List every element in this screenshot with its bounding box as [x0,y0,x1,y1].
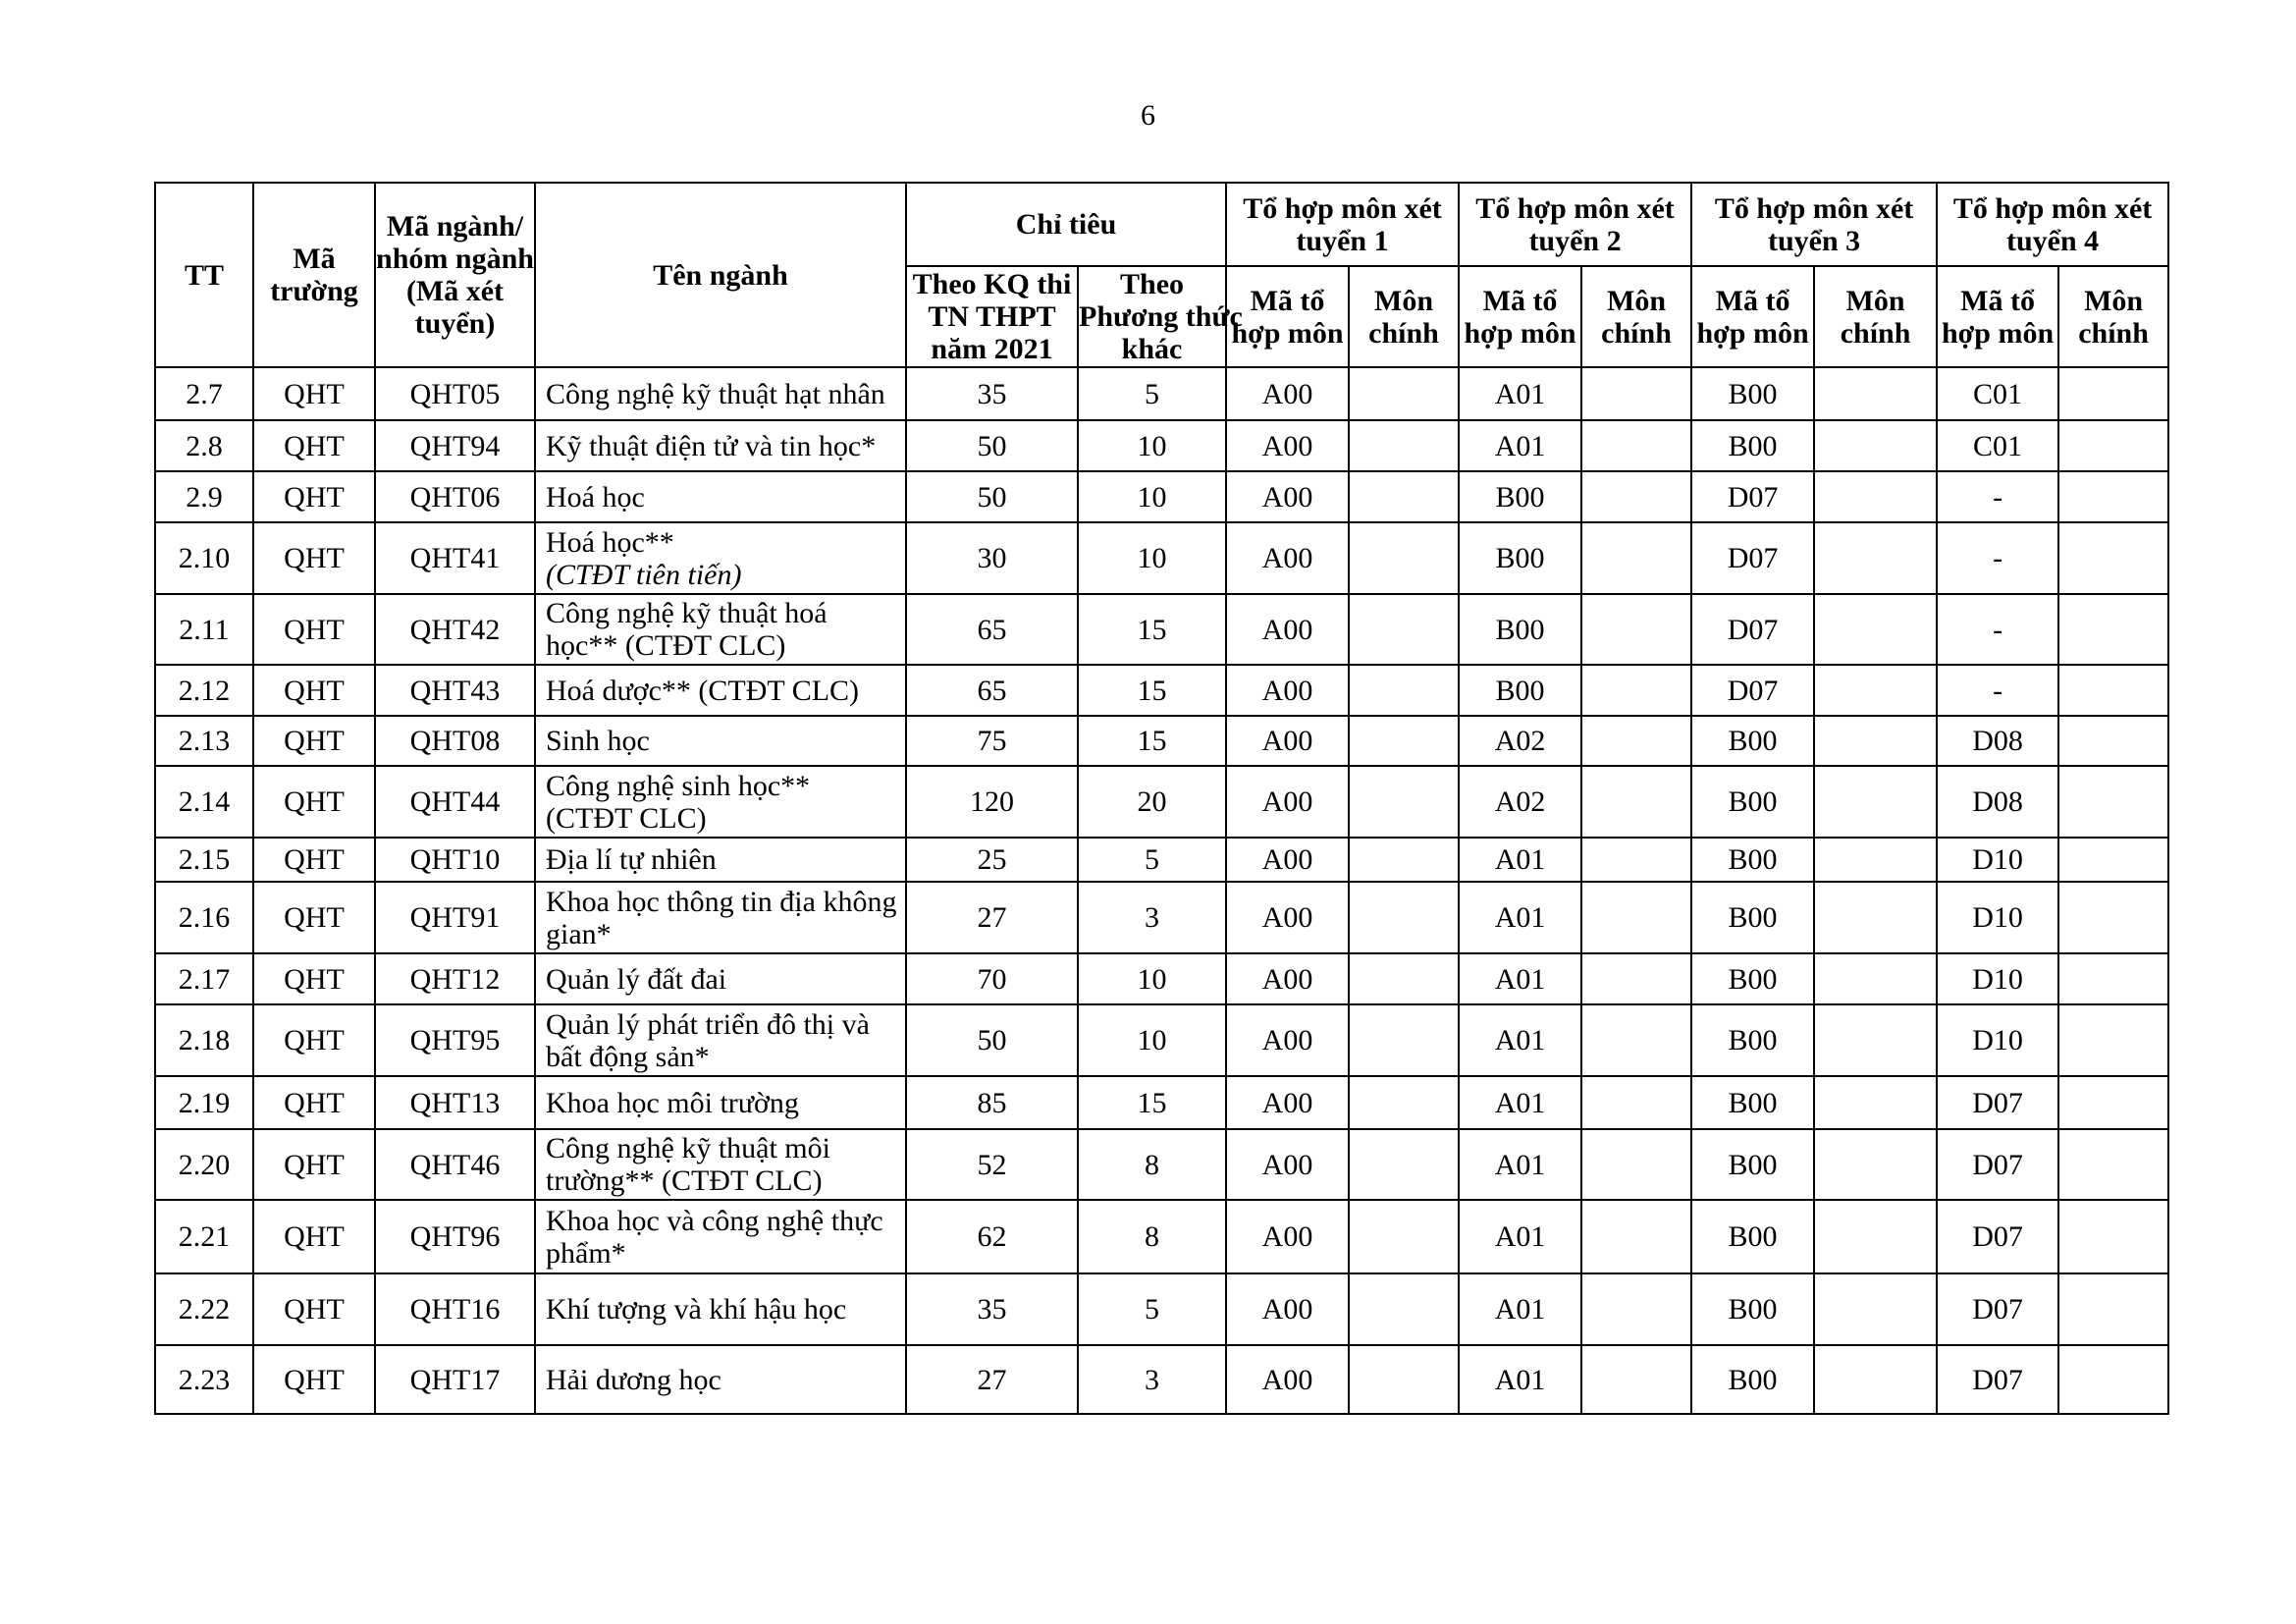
cell-chi-tieu-kq-thi: 35 [906,1273,1078,1345]
cell-ma-to-hop-2: A01 [1459,1004,1581,1076]
table-header [155,183,2168,367]
cell-tt: 2.11 [155,594,253,665]
table-row [155,1004,2168,1076]
table-row [155,1273,2168,1345]
cell-chi-tieu-khac: 8 [1078,1129,1226,1200]
table-body [155,367,2168,1414]
cell-ma-to-hop-4: D08 [1937,716,2058,766]
ten-nganh-text: Công nghệ sinh học** (CTĐT CLC) [546,769,811,835]
cell-ma-nganh: QHT17 [375,1345,535,1414]
cell-mon-chinh-1 [1349,367,1459,420]
cell-mon-chinh-2 [1581,367,1691,420]
cell-ma-to-hop-2: B00 [1459,665,1581,716]
cell-mon-chinh-3 [1814,522,1937,594]
cell-chi-tieu-khac: 3 [1078,882,1226,953]
cell-ten-nganh [535,367,906,420]
cell-chi-tieu-khac: 10 [1078,471,1226,522]
table-row [155,716,2168,766]
cell-chi-tieu-khac: 5 [1078,838,1226,882]
header-mon-chinh-3: Môn chính [1814,266,1937,367]
cell-ma-truong: QHT [253,1345,375,1414]
ten-nganh-text: Công nghệ kỹ thuật hạt nhân [546,377,885,410]
header-tt: TT [155,183,253,367]
cell-ma-to-hop-3: D07 [1691,522,1814,594]
table-row [155,838,2168,882]
cell-ma-to-hop-4: D07 [1937,1129,2058,1200]
cell-ma-nganh: QHT43 [375,665,535,716]
table-row [155,1129,2168,1200]
cell-ten-nganh [535,522,906,594]
cell-ten-nganh [535,1129,906,1200]
cell-mon-chinh-2 [1581,594,1691,665]
cell-mon-chinh-4 [2058,1273,2168,1345]
cell-ma-truong: QHT [253,1200,375,1273]
cell-ma-truong: QHT [253,838,375,882]
cell-ma-to-hop-2: A01 [1459,1345,1581,1414]
cell-chi-tieu-kq-thi: 75 [906,716,1078,766]
cell-ma-to-hop-2: A01 [1459,420,1581,471]
header-theo-kq-thi: Theo KQ thi TN THPT năm 2021 [906,266,1078,367]
cell-mon-chinh-1 [1349,420,1459,471]
cell-ten-nganh [535,471,906,522]
cell-mon-chinh-2 [1581,1200,1691,1273]
cell-chi-tieu-kq-thi: 50 [906,1004,1078,1076]
cell-ma-to-hop-3: B00 [1691,1200,1814,1273]
cell-mon-chinh-1 [1349,1345,1459,1414]
cell-mon-chinh-3 [1814,1004,1937,1076]
cell-mon-chinh-2 [1581,1129,1691,1200]
cell-ma-to-hop-4: D10 [1937,953,2058,1004]
header-ma-to-hop-2: Mã tổ hợp môn [1459,266,1581,367]
cell-chi-tieu-khac: 10 [1078,522,1226,594]
table-row [155,471,2168,522]
cell-ma-to-hop-4: D07 [1937,1076,2058,1129]
cell-ten-nganh [535,716,906,766]
cell-tt: 2.17 [155,953,253,1004]
cell-tt: 2.14 [155,766,253,838]
cell-ma-to-hop-1: A00 [1226,838,1349,882]
cell-mon-chinh-4 [2058,420,2168,471]
cell-mon-chinh-1 [1349,471,1459,522]
cell-ma-to-hop-1: A00 [1226,522,1349,594]
cell-chi-tieu-khac: 20 [1078,766,1226,838]
cell-ma-nganh: QHT91 [375,882,535,953]
cell-ma-truong: QHT [253,665,375,716]
cell-chi-tieu-khac: 10 [1078,953,1226,1004]
cell-ma-to-hop-4: D10 [1937,838,2058,882]
cell-ma-to-hop-4: C01 [1937,420,2058,471]
cell-ma-nganh: QHT13 [375,1076,535,1129]
cell-mon-chinh-4 [2058,766,2168,838]
cell-ma-nganh: QHT05 [375,367,535,420]
cell-chi-tieu-kq-thi: 25 [906,838,1078,882]
cell-ma-truong: QHT [253,420,375,471]
cell-ten-nganh [535,766,906,838]
cell-mon-chinh-3 [1814,882,1937,953]
page-number: 6 [1141,99,1155,132]
cell-tt: 2.16 [155,882,253,953]
cell-ma-to-hop-2: B00 [1459,522,1581,594]
cell-ma-to-hop-1: A00 [1226,1273,1349,1345]
cell-ma-to-hop-1: A00 [1226,665,1349,716]
cell-ma-nganh: QHT42 [375,594,535,665]
cell-chi-tieu-khac: 15 [1078,594,1226,665]
cell-tt: 2.18 [155,1004,253,1076]
cell-mon-chinh-4 [2058,471,2168,522]
ten-nganh-text: Khoa học môi trường [546,1086,799,1119]
cell-ma-to-hop-1: A00 [1226,1129,1349,1200]
cell-ma-to-hop-3: B00 [1691,367,1814,420]
cell-tt: 2.21 [155,1200,253,1273]
cell-chi-tieu-kq-thi: 50 [906,420,1078,471]
cell-mon-chinh-1 [1349,766,1459,838]
cell-mon-chinh-2 [1581,1273,1691,1345]
cell-ma-to-hop-4: - [1937,471,2058,522]
cell-mon-chinh-2 [1581,471,1691,522]
cell-tt: 2.23 [155,1345,253,1414]
cell-mon-chinh-3 [1814,665,1937,716]
cell-mon-chinh-2 [1581,766,1691,838]
cell-tt: 2.10 [155,522,253,594]
cell-ma-to-hop-3: B00 [1691,420,1814,471]
cell-ma-to-hop-4: D10 [1937,1004,2058,1076]
cell-mon-chinh-4 [2058,1345,2168,1414]
cell-mon-chinh-2 [1581,522,1691,594]
ten-nganh-text: Quản lý phát triển đô thị và bất động sản* [546,1007,870,1073]
cell-ma-to-hop-4: C01 [1937,367,2058,420]
cell-mon-chinh-2 [1581,716,1691,766]
ten-nganh-text: Kỹ thuật điện tử và tin học* [546,429,877,462]
cell-ma-to-hop-4: - [1937,522,2058,594]
cell-ma-nganh: QHT41 [375,522,535,594]
cell-tt: 2.13 [155,716,253,766]
cell-ma-to-hop-3: B00 [1691,1129,1814,1200]
header-to-hop-2: Tổ hợp môn xét tuyển 2 [1459,183,1691,266]
header-to-hop-3: Tổ hợp môn xét tuyển 3 [1691,183,1937,266]
cell-ten-nganh [535,1345,906,1414]
cell-ma-to-hop-1: A00 [1226,882,1349,953]
cell-ma-truong: QHT [253,522,375,594]
cell-chi-tieu-khac: 10 [1078,1004,1226,1076]
cell-mon-chinh-2 [1581,1345,1691,1414]
cell-ma-nganh: QHT08 [375,716,535,766]
cell-chi-tieu-khac: 10 [1078,420,1226,471]
ten-nganh-text: Khoa học và công nghệ thực phẩm* [546,1204,883,1270]
cell-ma-to-hop-3: B00 [1691,953,1814,1004]
cell-ma-truong: QHT [253,1129,375,1200]
cell-chi-tieu-kq-thi: 30 [906,522,1078,594]
cell-ma-to-hop-2: A02 [1459,716,1581,766]
cell-mon-chinh-1 [1349,882,1459,953]
cell-mon-chinh-4 [2058,1200,2168,1273]
cell-ma-nganh: QHT94 [375,420,535,471]
cell-chi-tieu-kq-thi: 27 [906,1345,1078,1414]
cell-ma-to-hop-1: A00 [1226,594,1349,665]
cell-chi-tieu-khac: 15 [1078,665,1226,716]
cell-ma-nganh: QHT44 [375,766,535,838]
cell-mon-chinh-1 [1349,1004,1459,1076]
cell-ten-nganh [535,1200,906,1273]
cell-ma-to-hop-1: A00 [1226,1076,1349,1129]
cell-tt: 2.9 [155,471,253,522]
cell-mon-chinh-4 [2058,1004,2168,1076]
header-ma-to-hop-1: Mã tổ hợp môn [1226,266,1349,367]
header-mon-chinh-4: Môn chính [2058,266,2168,367]
cell-ma-to-hop-4: - [1937,594,2058,665]
cell-mon-chinh-3 [1814,1129,1937,1200]
header-row-1 [155,183,2168,266]
cell-ten-nganh [535,882,906,953]
ten-nganh-text: Sinh học [546,725,650,757]
cell-chi-tieu-kq-thi: 50 [906,471,1078,522]
ten-nganh-text: Khí tượng và khí hậu học [546,1293,847,1326]
cell-mon-chinh-3 [1814,594,1937,665]
cell-mon-chinh-3 [1814,953,1937,1004]
cell-mon-chinh-1 [1349,522,1459,594]
cell-ten-nganh [535,838,906,882]
cell-ten-nganh [535,1273,906,1345]
cell-ma-to-hop-2: A01 [1459,953,1581,1004]
cell-ma-to-hop-2: A01 [1459,838,1581,882]
ten-nganh-text: Địa lí tự nhiên [546,843,717,876]
cell-ten-nganh [535,1076,906,1129]
cell-chi-tieu-kq-thi: 62 [906,1200,1078,1273]
ten-nganh-text: Quản lý đất đai [546,962,727,996]
cell-mon-chinh-4 [2058,882,2168,953]
cell-ma-nganh: QHT12 [375,953,535,1004]
cell-ten-nganh [535,1004,906,1076]
cell-mon-chinh-4 [2058,665,2168,716]
cell-ten-nganh [535,953,906,1004]
cell-ma-truong: QHT [253,1004,375,1076]
cell-ma-to-hop-2: A01 [1459,1200,1581,1273]
cell-chi-tieu-khac: 8 [1078,1200,1226,1273]
cell-ma-nganh: QHT96 [375,1200,535,1273]
cell-ma-nganh: QHT16 [375,1273,535,1345]
header-chi-tieu: Chỉ tiêu [906,183,1226,266]
ten-nganh-text: Hải dương học [546,1363,721,1396]
cell-ma-to-hop-4: D10 [1937,882,2058,953]
cell-ma-to-hop-2: A01 [1459,1076,1581,1129]
cell-ma-to-hop-3: B00 [1691,716,1814,766]
table-row [155,1345,2168,1414]
cell-chi-tieu-khac: 15 [1078,716,1226,766]
cell-ma-to-hop-4: D07 [1937,1273,2058,1345]
cell-ma-to-hop-1: A00 [1226,1200,1349,1273]
cell-ma-truong: QHT [253,367,375,420]
cell-chi-tieu-khac: 15 [1078,1076,1226,1129]
cell-ma-to-hop-3: B00 [1691,1004,1814,1076]
ten-nganh-text: Hoá học** [546,525,674,559]
cell-mon-chinh-4 [2058,522,2168,594]
cell-mon-chinh-2 [1581,838,1691,882]
cell-ma-to-hop-1: A00 [1226,367,1349,420]
cell-mon-chinh-1 [1349,594,1459,665]
cell-mon-chinh-1 [1349,1129,1459,1200]
cell-mon-chinh-4 [2058,716,2168,766]
cell-ma-to-hop-2: A01 [1459,367,1581,420]
ten-nganh-text: Hoá học [546,480,645,514]
header-to-hop-1: Tổ hợp môn xét tuyển 1 [1226,183,1459,266]
header-ma-truong: Mã trường [253,183,375,367]
cell-ma-to-hop-4: D07 [1937,1200,2058,1273]
cell-ten-nganh [535,594,906,665]
table-row [155,367,2168,420]
cell-chi-tieu-kq-thi: 52 [906,1129,1078,1200]
cell-mon-chinh-1 [1349,838,1459,882]
cell-mon-chinh-3 [1814,367,1937,420]
cell-mon-chinh-1 [1349,716,1459,766]
cell-ma-to-hop-3: D07 [1691,665,1814,716]
cell-ma-nganh: QHT95 [375,1004,535,1076]
cell-mon-chinh-4 [2058,838,2168,882]
cell-ma-to-hop-3: B00 [1691,838,1814,882]
cell-ma-truong: QHT [253,1076,375,1129]
cell-mon-chinh-2 [1581,882,1691,953]
ten-nganh-text: Công nghệ kỹ thuật hoá học** (CTĐT CLC) [546,597,828,662]
cell-ma-to-hop-1: A00 [1226,420,1349,471]
cell-ma-to-hop-2: B00 [1459,471,1581,522]
cell-mon-chinh-4 [2058,1076,2168,1129]
ten-nganh-note: (CTĐT tiên tiến) [546,558,742,591]
cell-tt: 2.7 [155,367,253,420]
cell-ma-truong: QHT [253,594,375,665]
cell-ma-to-hop-1: A00 [1226,471,1349,522]
cell-mon-chinh-2 [1581,1004,1691,1076]
cell-mon-chinh-3 [1814,420,1937,471]
table-row [155,522,2168,594]
cell-mon-chinh-2 [1581,420,1691,471]
cell-ma-to-hop-3: B00 [1691,1076,1814,1129]
table-row [155,665,2168,716]
table-row [155,1076,2168,1129]
cell-ten-nganh [535,665,906,716]
cell-ma-nganh: QHT10 [375,838,535,882]
ten-nganh-text: Khoa học thông tin địa không gian* [546,885,897,950]
cell-ma-to-hop-2: A01 [1459,1129,1581,1200]
cell-tt: 2.22 [155,1273,253,1345]
cell-ma-to-hop-1: A00 [1226,716,1349,766]
cell-ma-truong: QHT [253,1273,375,1345]
cell-mon-chinh-1 [1349,1273,1459,1345]
cell-chi-tieu-kq-thi: 120 [906,766,1078,838]
cell-chi-tieu-khac: 5 [1078,1273,1226,1345]
cell-ma-to-hop-3: B00 [1691,882,1814,953]
cell-mon-chinh-4 [2058,953,2168,1004]
cell-ma-to-hop-1: A00 [1226,1345,1349,1414]
cell-mon-chinh-1 [1349,1076,1459,1129]
cell-chi-tieu-kq-thi: 65 [906,594,1078,665]
cell-mon-chinh-3 [1814,1345,1937,1414]
cell-ma-truong: QHT [253,766,375,838]
cell-mon-chinh-2 [1581,1076,1691,1129]
cell-ma-nganh: QHT06 [375,471,535,522]
cell-mon-chinh-4 [2058,1129,2168,1200]
cell-mon-chinh-3 [1814,716,1937,766]
cell-tt: 2.8 [155,420,253,471]
cell-ma-to-hop-1: A00 [1226,1004,1349,1076]
cell-ma-truong: QHT [253,471,375,522]
cell-mon-chinh-3 [1814,1200,1937,1273]
cell-mon-chinh-1 [1349,665,1459,716]
cell-chi-tieu-khac: 5 [1078,367,1226,420]
cell-mon-chinh-3 [1814,471,1937,522]
cell-ma-to-hop-3: D07 [1691,594,1814,665]
cell-ma-to-hop-3: B00 [1691,766,1814,838]
cell-mon-chinh-4 [2058,594,2168,665]
header-mon-chinh-1: Môn chính [1349,266,1459,367]
cell-chi-tieu-kq-thi: 65 [906,665,1078,716]
header-ma-nganh: Mã ngành/ nhóm ngành (Mã xét tuyển) [375,183,535,367]
table-row [155,594,2168,665]
cell-ma-to-hop-2: B00 [1459,594,1581,665]
header-ma-to-hop-4: Mã tổ hợp môn [1937,266,2058,367]
cell-mon-chinh-3 [1814,838,1937,882]
table-row [155,953,2168,1004]
cell-ma-truong: QHT [253,882,375,953]
cell-tt: 2.15 [155,838,253,882]
cell-ma-to-hop-2: A01 [1459,1273,1581,1345]
cell-tt: 2.19 [155,1076,253,1129]
cell-ma-to-hop-1: A00 [1226,953,1349,1004]
cell-mon-chinh-3 [1814,1076,1937,1129]
cell-ma-truong: QHT [253,953,375,1004]
cell-ma-to-hop-3: D07 [1691,471,1814,522]
cell-mon-chinh-2 [1581,953,1691,1004]
cell-tt: 2.20 [155,1129,253,1200]
cell-ma-to-hop-4: D07 [1937,1345,2058,1414]
table-row [155,766,2168,838]
table-row [155,420,2168,471]
header-ma-to-hop-3: Mã tổ hợp môn [1691,266,1814,367]
cell-chi-tieu-kq-thi: 85 [906,1076,1078,1129]
table-row [155,882,2168,953]
cell-ma-to-hop-1: A00 [1226,766,1349,838]
cell-ma-to-hop-2: A02 [1459,766,1581,838]
header-to-hop-4: Tổ hợp môn xét tuyển 4 [1937,183,2168,266]
cell-chi-tieu-khac: 3 [1078,1345,1226,1414]
cell-chi-tieu-kq-thi: 27 [906,882,1078,953]
cell-chi-tieu-kq-thi: 70 [906,953,1078,1004]
ten-nganh-text: Công nghệ kỹ thuật môi trường** (CTĐT CLC) [546,1132,830,1197]
cell-ma-nganh: QHT46 [375,1129,535,1200]
cell-ma-to-hop-4: D08 [1937,766,2058,838]
cell-mon-chinh-1 [1349,953,1459,1004]
ten-nganh-text: Hoá dược** (CTĐT CLC) [546,674,860,707]
cell-ma-to-hop-3: B00 [1691,1273,1814,1345]
cell-ma-truong: QHT [253,716,375,766]
header-theo-phuong-thuc-khac: Theo Phương thức khác [1079,268,1243,365]
cell-mon-chinh-3 [1814,766,1937,838]
cell-mon-chinh-2 [1581,665,1691,716]
admission-table [154,182,2169,1415]
cell-mon-chinh-3 [1814,1273,1937,1345]
cell-mon-chinh-4 [2058,367,2168,420]
cell-ma-to-hop-4: - [1937,665,2058,716]
cell-ma-to-hop-3: B00 [1691,1345,1814,1414]
cell-mon-chinh-1 [1349,1200,1459,1273]
cell-ma-to-hop-2: A01 [1459,882,1581,953]
table-row [155,1200,2168,1273]
cell-ten-nganh [535,420,906,471]
header-ten-nganh: Tên ngành [535,183,906,367]
cell-tt: 2.12 [155,665,253,716]
cell-chi-tieu-kq-thi: 35 [906,367,1078,420]
header-mon-chinh-2: Môn chính [1581,266,1691,367]
